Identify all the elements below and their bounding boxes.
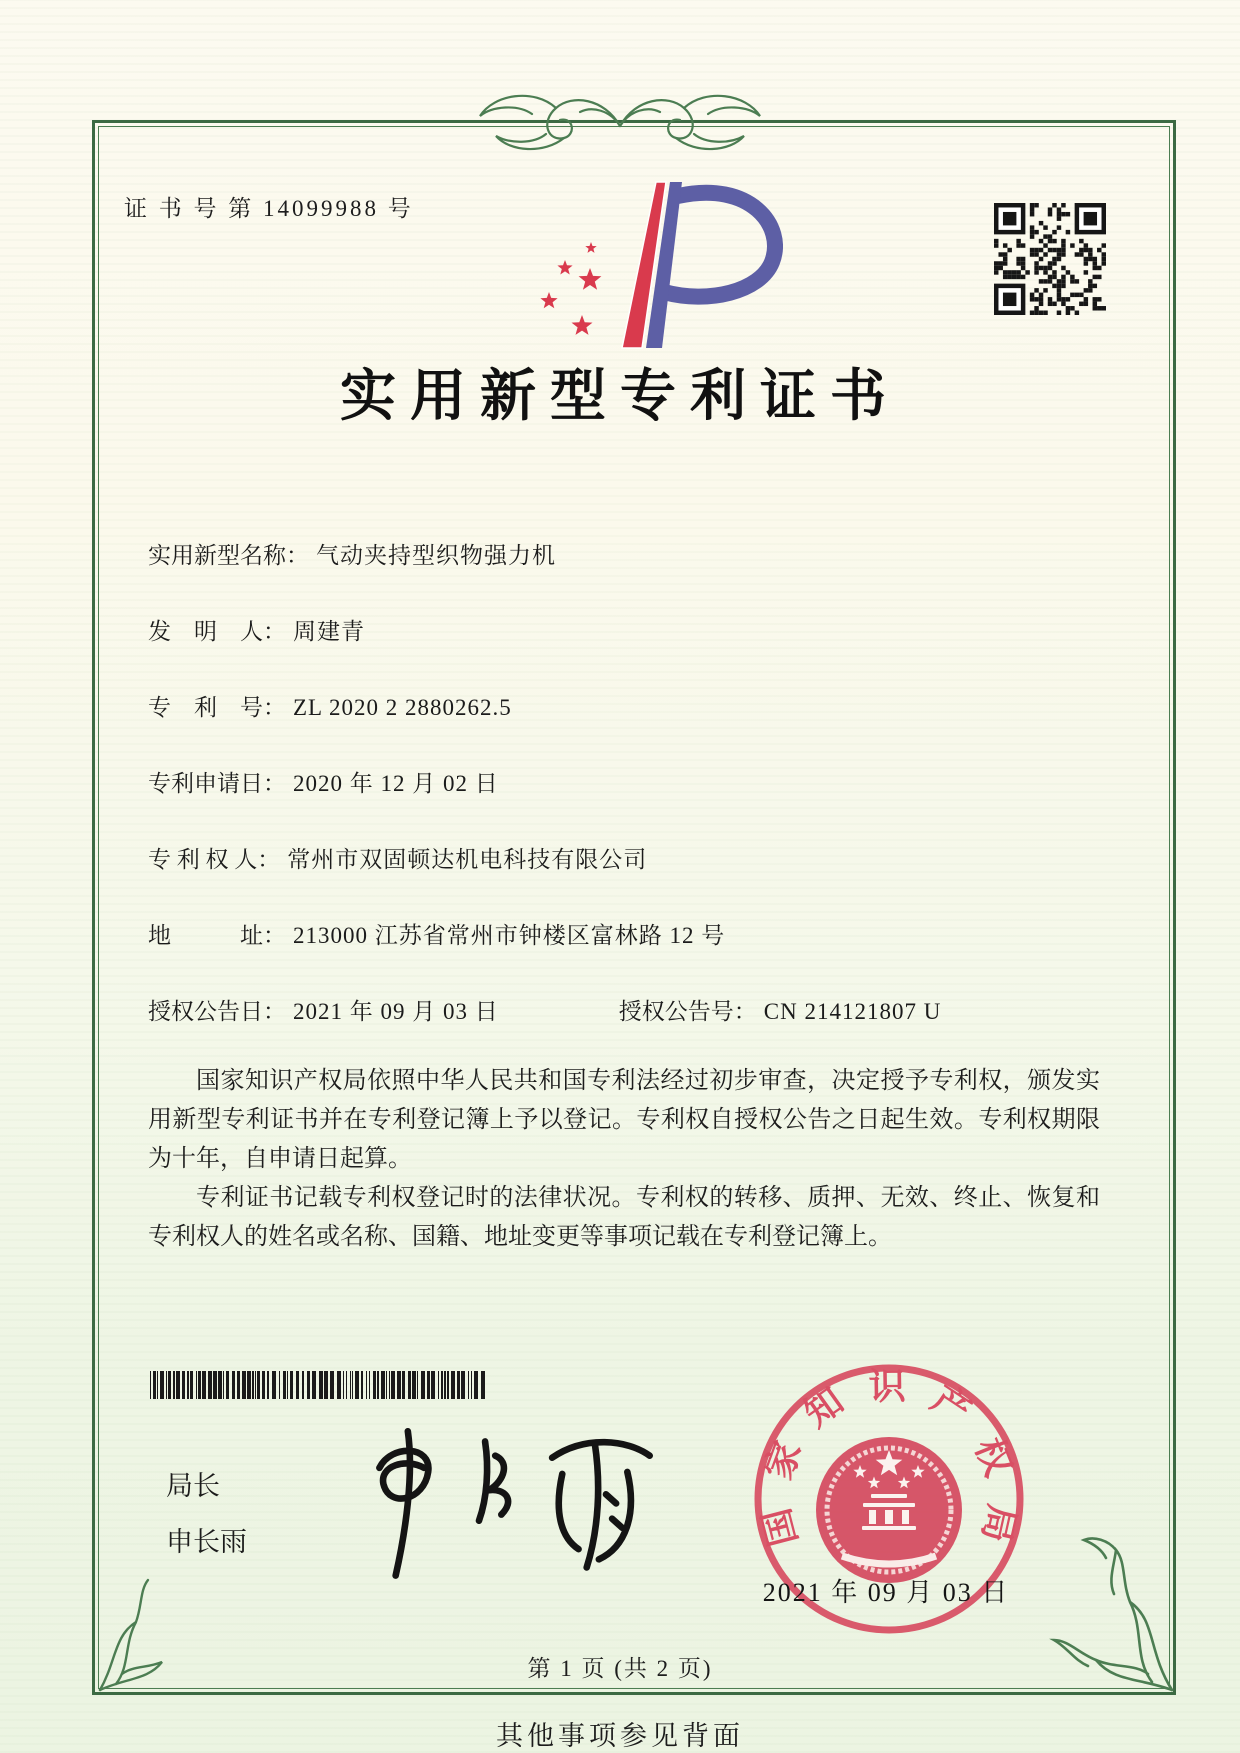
- certificate-title: 实用新型专利证书: [340, 366, 900, 428]
- certificate-fields: [148, 540, 1108, 1072]
- cnipa-logo-icon: [538, 180, 783, 350]
- field-label: 实用新型名称：: [148, 543, 309, 568]
- legal-notice-paragraph-2: 专利证书记载专利权登记时的法律状况。专利权的转移、质押、无效、终止、恢复和专利权人的姓名或名称、国籍、地址变更等事项记载在专利登记簿上。: [148, 1185, 1100, 1250]
- field-filing-date: [148, 768, 1108, 800]
- field-value: 2020 年 12 月 02 日: [293, 771, 499, 796]
- barcode-icon: [150, 1371, 492, 1399]
- seal-text: 国家知识产权局: [756, 1366, 1022, 1550]
- field-label: 专利申请日：: [148, 771, 286, 796]
- field-label: 专 利 权 人：: [148, 847, 281, 872]
- page-number: 第 1 页 (共 2 页): [527, 1656, 713, 1681]
- field-patent-number: [148, 692, 1108, 724]
- director-signature-icon: [355, 1420, 670, 1595]
- field-value: CN 214121807 U: [763, 999, 942, 1024]
- field-value: 213000 江苏省常州市钟楼区富林路 12 号: [293, 923, 726, 948]
- director-name: 申长雨: [166, 1527, 247, 1557]
- field-label: 发 明 人：: [148, 619, 286, 644]
- field-label: 授权公告号：: [618, 999, 757, 1024]
- field-inventor: [148, 616, 1108, 648]
- field-utility-model-name: [148, 540, 1108, 572]
- field-label: 地 址：: [148, 923, 286, 948]
- field-address: [148, 920, 1108, 952]
- seal-date: 2021 年 09 月 03 日: [762, 1578, 1010, 1607]
- director-block: [166, 1458, 247, 1570]
- top-flourish-ornament-icon: [452, 86, 788, 160]
- field-label: 专 利 号：: [148, 695, 286, 720]
- field-value: 常州市双固顿达机电科技有限公司: [287, 847, 648, 872]
- legal-notice: [148, 1062, 1100, 1257]
- field-grant-number: [619, 999, 942, 1024]
- legal-notice-paragraph-1: 国家知识产权局依照中华人民共和国专利法经过初步审查，决定授予专利权，颁发实用新型专利证书并在专利登记簿上予以登记。专利权自授权公告之日起生效。专利权期限为十年，自申请日起算。: [148, 1068, 1100, 1172]
- field-patentee: [148, 844, 1108, 876]
- back-side-note: 其他事项参见背面: [496, 1721, 744, 1751]
- director-title: 局长: [166, 1471, 220, 1501]
- field-value: 周建青: [293, 619, 365, 644]
- field-grant-date: [148, 999, 499, 1024]
- field-value: 气动夹持型织物强力机: [316, 543, 556, 568]
- field-grant-row: [148, 996, 1108, 1028]
- qr-code-icon: [994, 203, 1106, 315]
- field-value: ZL 2020 2 2880262.5: [293, 695, 512, 720]
- field-value: 2021 年 09 月 03 日: [293, 999, 499, 1024]
- field-label: 授权公告日：: [148, 999, 286, 1024]
- certificate-number: 证 书 号 第 14099988 号: [124, 196, 414, 221]
